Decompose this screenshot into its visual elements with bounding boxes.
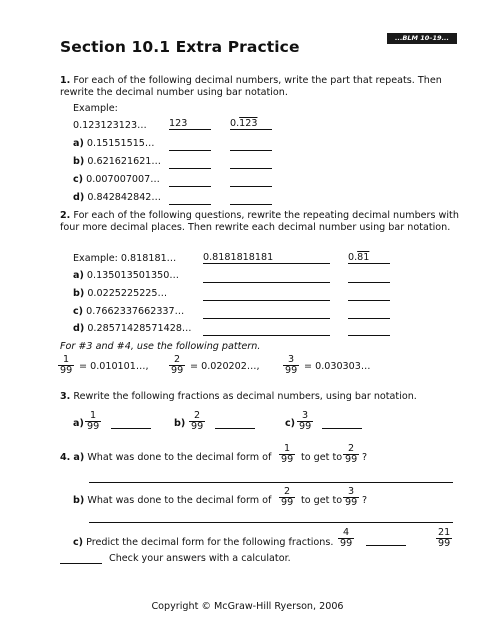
q1-item-value: 0.007007007… <box>86 174 160 185</box>
fraction-denominator: 99 <box>438 538 451 549</box>
q3a-fraction <box>85 411 101 432</box>
q2-example-extended: 0.8181818181 <box>203 252 330 264</box>
fraction-numerator: 1 <box>90 410 97 421</box>
q2-prompt <box>60 210 460 234</box>
q4b-question-mark: ? <box>362 495 368 506</box>
q2c-extended-blank[interactable] <box>203 318 330 319</box>
blm-badge: ...BLM 10–19... <box>387 33 457 44</box>
q4b-from-fraction <box>279 487 295 508</box>
q2b-bar-blank[interactable] <box>348 300 390 301</box>
q4b-to-text: to get to <box>301 495 343 506</box>
q3b-label: b) <box>174 418 186 429</box>
fraction-numerator: 2 <box>174 354 181 365</box>
fraction-numerator: 3 <box>288 354 295 365</box>
q2-item-label: b) <box>73 288 85 299</box>
q1-example-repeat: 123 <box>169 118 211 130</box>
q1c-repeat-blank[interactable] <box>169 186 211 187</box>
q4a-question-mark: ? <box>362 452 368 463</box>
fraction-denominator: 99 <box>281 497 294 508</box>
q2-text: For each of the following questions, rewrite the repeating decimal numbers with four more decimal places. Then rewrite each decimal number using bar notation. <box>60 210 459 233</box>
q2-example-bar-digits: 81 <box>357 252 370 263</box>
q1-example-bar-digits: 123 <box>239 118 258 129</box>
q4b-label: b) <box>73 495 85 506</box>
pattern-value-2: = 0.020202…, <box>190 361 260 372</box>
pattern-fraction-1 <box>58 355 74 376</box>
fraction-numerator: 1 <box>63 354 70 365</box>
q2a-bar-blank[interactable] <box>348 282 390 283</box>
q1b-bar-blank[interactable] <box>230 168 272 169</box>
q1c-bar-blank[interactable] <box>230 186 272 187</box>
q1b-repeat-blank[interactable] <box>169 168 211 169</box>
pattern-fraction-3 <box>283 355 299 376</box>
fraction-numerator: 2 <box>284 486 291 497</box>
q4-number: 4. <box>60 452 71 463</box>
fraction-numerator: 2 <box>348 443 355 454</box>
q1-number: 1. <box>60 75 71 86</box>
fraction-denominator: 99 <box>285 365 298 376</box>
q3-text: Rewrite the following fractions as decimal numbers, using bar notation. <box>73 391 417 402</box>
q1-item-label: b) <box>73 156 85 167</box>
q2-item-label: a) <box>73 270 84 281</box>
q1-example-label: Example: <box>73 103 118 114</box>
q4a-text: 4. a) What was done to the decimal form of <box>60 452 272 463</box>
q2-item-label: d) <box>73 323 85 334</box>
q3a-answer-blank[interactable] <box>111 428 151 429</box>
q1-item-label: d) <box>73 192 85 203</box>
fraction-denominator: 99 <box>345 497 358 508</box>
q2-example-bar <box>348 252 390 264</box>
q2-item <box>73 306 184 317</box>
q4b-to-fraction <box>343 487 359 508</box>
fraction-denominator: 99 <box>345 454 358 465</box>
q4b-text: b) What was done to the decimal form of <box>73 495 272 506</box>
q3c-label: c) <box>285 418 296 429</box>
q1-item-value: 0.621621621… <box>87 156 162 167</box>
q1-item-label: a) <box>73 138 84 149</box>
q4a-to-text: to get to <box>301 452 343 463</box>
q4c-fraction-1 <box>338 528 354 549</box>
fraction-numerator: 4 <box>343 527 350 538</box>
q3-number: 3. <box>60 391 71 402</box>
fraction-denominator: 99 <box>171 365 184 376</box>
q2a-extended-blank[interactable] <box>203 282 330 283</box>
q1-item <box>73 138 155 149</box>
q4c-answer-blank-1[interactable] <box>366 545 406 546</box>
fraction-numerator: 3 <box>302 410 309 421</box>
fraction-denominator: 99 <box>60 365 73 376</box>
pattern-value-3: = 0.030303… <box>304 361 371 372</box>
q2-example-bar-prefix: 0. <box>348 252 358 263</box>
q2-item-value: 0.135013501350… <box>86 270 179 281</box>
fraction-denominator: 99 <box>191 421 204 432</box>
copyright-footer: Copyright © McGraw-Hill Ryerson, 2006 <box>151 601 344 612</box>
q1-item <box>73 156 161 167</box>
q2-number: 2. <box>60 210 71 221</box>
q1-example-bar <box>230 118 272 130</box>
q2-item-label: c) <box>73 306 84 317</box>
q2-item-value: 0.28571428571428… <box>87 323 192 334</box>
q2-item <box>73 270 179 281</box>
q3a-label: a) <box>73 418 84 429</box>
q1-example-bar-prefix: 0. <box>230 118 240 129</box>
page-title: Section 10.1 Extra Practice <box>60 38 300 56</box>
q2-item <box>73 288 167 299</box>
q4c-text: c) Predict the decimal form for the following fractions. <box>73 537 334 548</box>
q3c-fraction <box>297 411 313 432</box>
q4c-fraction-2 <box>436 528 452 549</box>
q4c-check: Check your answers with a calculator. <box>109 553 291 564</box>
pattern-value-1: = 0.010101…, <box>79 361 149 372</box>
q1-item-value: 0.15151515… <box>86 138 155 149</box>
fraction-denominator: 99 <box>340 538 353 549</box>
q1-item-label: c) <box>73 174 84 185</box>
q1-item <box>73 174 160 185</box>
q2b-extended-blank[interactable] <box>203 300 330 301</box>
q4a-to-fraction <box>343 444 359 465</box>
q2d-extended-blank[interactable] <box>203 335 330 336</box>
q4a-from-fraction <box>279 444 295 465</box>
q3b-answer-blank[interactable] <box>215 428 255 429</box>
q1d-bar-blank[interactable] <box>230 204 272 205</box>
fraction-denominator: 99 <box>281 454 294 465</box>
q1-example-value: 0.123123123… <box>73 120 147 131</box>
q2c-bar-blank[interactable] <box>348 318 390 319</box>
fraction-denominator: 99 <box>87 421 100 432</box>
fraction-numerator: 3 <box>348 486 355 497</box>
q1d-repeat-blank[interactable] <box>169 204 211 205</box>
q2-item-value: 0.7662337662337… <box>86 306 185 317</box>
fraction-numerator: 1 <box>284 443 291 454</box>
q4c-answer-blank-2[interactable] <box>60 563 102 564</box>
q4b-answer-line[interactable] <box>89 522 453 523</box>
q1-prompt <box>60 75 460 99</box>
fraction-denominator: 99 <box>299 421 312 432</box>
q4a-answer-line[interactable] <box>89 482 453 483</box>
q1a-bar-blank[interactable] <box>230 150 272 151</box>
q4a-label: a) <box>73 452 85 463</box>
pattern-intro: For #3 and #4, use the following pattern. <box>60 341 261 352</box>
q3-prompt <box>60 391 417 402</box>
q1-item <box>73 192 161 203</box>
q2-example-label: Example: 0.818181… <box>73 253 177 264</box>
q2-item <box>73 323 192 334</box>
q4c-label: c) <box>73 537 84 548</box>
q1-item-value: 0.842842842… <box>87 192 162 203</box>
fraction-numerator: 21 <box>438 527 451 538</box>
q1a-repeat-blank[interactable] <box>169 150 211 151</box>
fraction-numerator: 2 <box>194 410 201 421</box>
q1-text: For each of the following decimal numbers, write the part that repeats. Then rewrite the decimal number using bar notation. <box>60 75 442 98</box>
pattern-fraction-2 <box>169 355 185 376</box>
q2d-bar-blank[interactable] <box>348 335 390 336</box>
q3c-answer-blank[interactable] <box>322 428 362 429</box>
q2-item-value: 0.0225225225… <box>87 288 168 299</box>
q3b-fraction <box>189 411 205 432</box>
